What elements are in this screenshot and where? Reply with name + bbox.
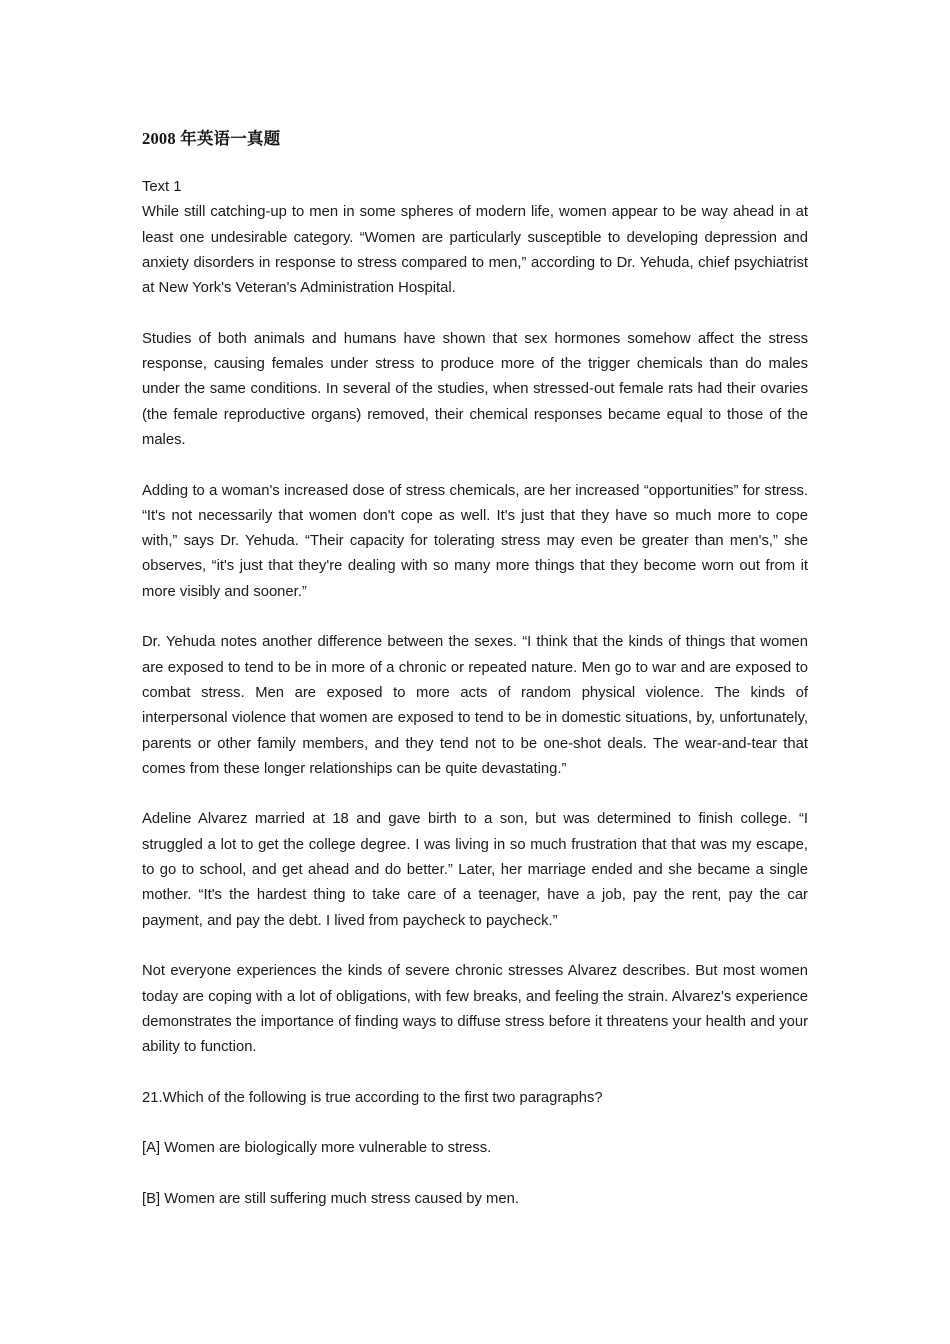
document-content bbox=[142, 126, 808, 1212]
paragraph-5: Adeline Alvarez married at 18 and gave birth to a son, but was determined to finish college. “I struggled a lot to get the college degree. I was living in so much frustration that that was my escape, to go to school, and get ahead and do better.” Later, her marriage ended and she became a single mother. “It's the hardest thing to take care of a teenager, have a job, pay the rent, pay the car payment, and pay the debt. I lived from paycheck to paycheck.” bbox=[142, 811, 808, 929]
option-a[interactable]: [A] Women are biologically more vulnerable to stress. bbox=[142, 1140, 492, 1157]
paragraph-4: Dr. Yehuda notes another difference between the sexes. “I think that the kinds of things that women are exposed to tend to be in more of a chronic or repeated nature. Men go to war and are exposed to combat stress. Men are exposed to more acts of random physical violence. The kinds of interpersonal violence that women are exposed to tend to be in domestic situations, by, unfortunately, parents or other family members, and they tend not to be one-shot deals. The wear-and-tear that comes from these longer relationships can be quite devastating.” bbox=[142, 634, 808, 777]
paragraph-6: Not everyone experiences the kinds of severe chronic stresses Alvarez describes. But most women today are coping with a lot of obligations, with few breaks, and feeling the strain. Alvarez's experience demonstrates the importance of finding ways to diffuse stress before it threatens your health and your ability to function. bbox=[142, 963, 808, 1056]
paragraph-1: While still catching-up to men in some spheres of modern life, women appear to be way ahead in at least one undesirable category. “Women are particularly susceptible to developing depression and anxiety disorders in response to stress compared to men,” according to Dr. Yehuda, chief psychiatrist at New York's Veteran's Administration Hospital. bbox=[142, 204, 808, 297]
page-title: 2008 年英语一真题 bbox=[142, 129, 281, 148]
option-b[interactable]: [B] Women are still suffering much stress caused by men. bbox=[142, 1190, 519, 1207]
paragraph-2: Studies of both animals and humans have shown that sex hormones somehow affect the stress response, causing females under stress to produce more of the trigger chemicals than do males under the same conditions. In several of the studies, when stressed-out female rats had their ovaries (the female reproductive organs) removed, their chemical responses became equal to those of the males. bbox=[142, 330, 808, 448]
paragraph-3: Adding to a woman's increased dose of stress chemicals, are her increased “opportunities” for stress. “It's not necessarily that women don't cope as well. It's just that they have so much more to cope with,” says Dr. Yehuda. “Their capacity for tolerating stress may even be greater than men's,” she observes, “it's just that they're dealing with so many more things that they become worn out from it more visibly and sooner.” bbox=[142, 482, 808, 600]
question-21: 21.Which of the following is true according to the first two paragraphs? bbox=[142, 1089, 603, 1106]
section-label-text-1: Text 1 bbox=[142, 179, 182, 195]
